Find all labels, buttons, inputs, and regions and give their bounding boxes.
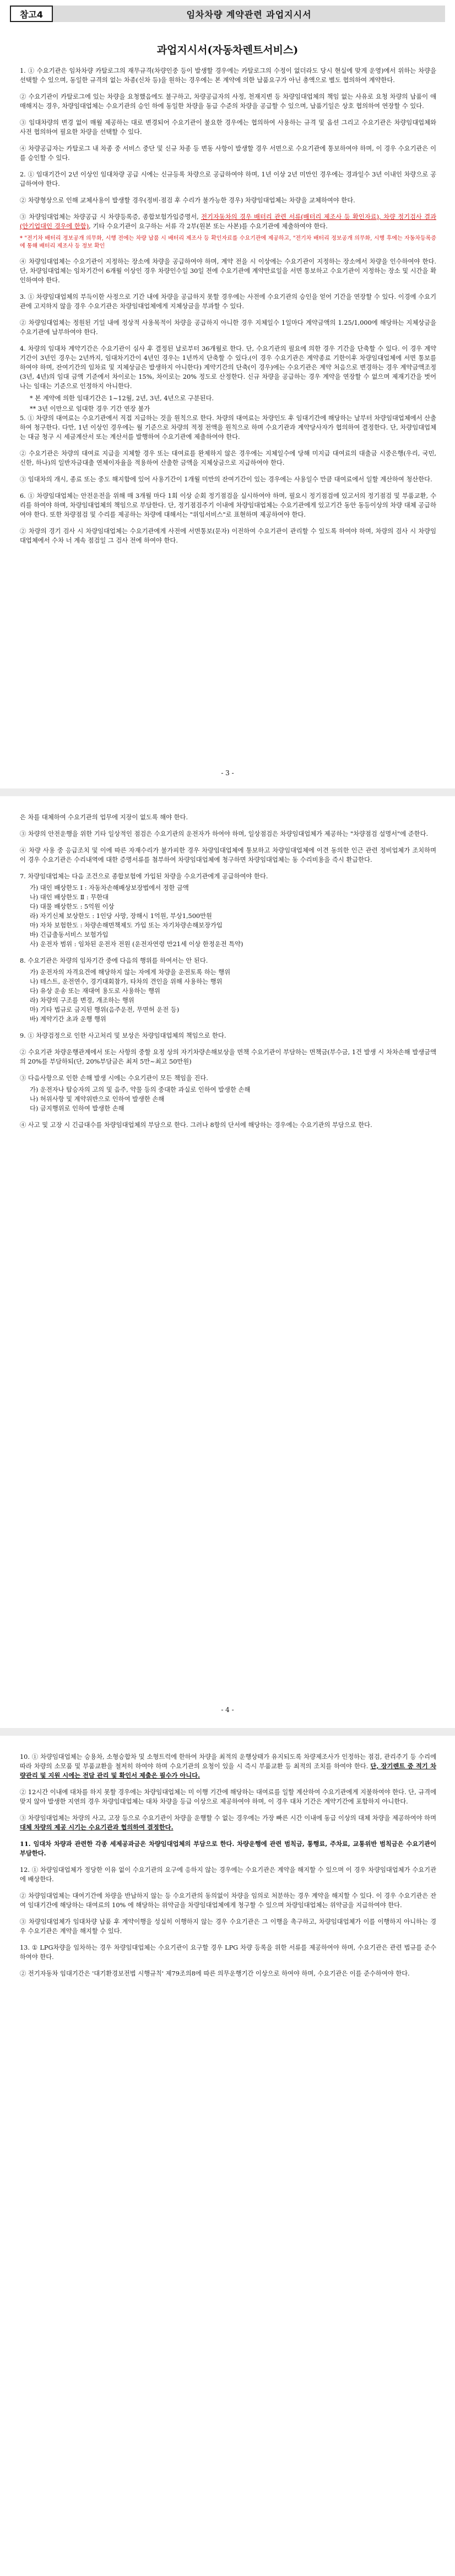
paragraph: ② 차량형상으로 인해 교체사용이 발생할 경우(정비·점검 후 수리가 불가능한 경우) 차량임대업체는 차량을 교체하여야 한다. xyxy=(20,197,355,204)
reference-tag: 참고4 xyxy=(10,6,53,22)
paragraph: 8. 수요기관은 차량의 임차기간 중에 다음의 행위를 하여서는 안 된다. xyxy=(20,957,208,964)
page-3-body xyxy=(20,1752,436,1985)
paragraph: 7. 차량임대업체는 다음 조건으로 종합보험에 가입된 차량을 수요기관에게 공급하여야 한다. xyxy=(20,873,268,880)
paragraph: ③ 임대차의 개시, 종료 또는 중도 해지함에 있어 사용기간이 1개월 미만의 잔여기간이 있는 경우에는 사용일수 만큼 대여료에서 일할 계산하여 청산한다. xyxy=(20,476,432,483)
page-separator xyxy=(0,1728,455,1736)
document-title: 과업지시서(자동차렌트서비스) xyxy=(156,44,299,56)
paragraph-text: , 기타 수요기관이 요구하는 서류 각 2부(원본 또는 사본)를 수요기관에 제출하여야 한다. xyxy=(89,223,328,230)
paragraph-text: ③ 차량임대업체는 차량공급 시 차량등록증, 종합보험가입증명서, xyxy=(20,213,202,221)
list-item: 다) 금지행위로 인하여 발생한 손해 xyxy=(30,1105,124,1112)
list-item: 나) 대인 배상한도 Ⅱ : 무한대 xyxy=(30,894,109,901)
paragraph-text: ③ 차량임대업체는 차량의 사고, 고장 등으로 수요기관이 차량을 운행할 수 없는 경우에는 가장 빠른 시간 이내에 동급 이상의 대체 차량을 제공하여야 하며 xyxy=(20,1815,436,1822)
paragraph: ③ 다음사항으로 인한 손해 발생 시에는 수요기관이 모든 책임을 진다. xyxy=(20,1075,208,1082)
paragraph: 은 차를 대체하여 수요기관의 업무에 지장이 없도록 해야 한다. xyxy=(20,814,188,821)
paragraph: ② 수요기관 차량운행관계에서 또는 사항의 중할 요정 상의 자기차량손해보상을 면책 수요기관이 부담하는 면책금(부수금, 1건 발생 시 차차손해 발생금액의 20%를 부담하되(단, 20%부담금은 최저 5만~최고 50만원) xyxy=(20,1049,436,1065)
paragraph: ③ 차량임대업체가 임대차량 납품 후 계약이행을 성실히 이행하지 않는 경우 수요기관은 그 이행을 촉구하고, 차량임대업체가 이를 이행하지 아니하는 경우 수요기관은 계약을 해지할 수 있다. xyxy=(20,1918,436,1935)
footnote: * "전기차 배터리 정보공개 의무화, 시행 전에는 차량 납품 시 배터리 제조사 등 확인자료를 수요기관에 제공하고, "전기차 배터리 정보공개 의무화, 시행 후에는 자동차등록증에 통해 배터리 제조사 등 정보 확인 xyxy=(20,235,436,249)
list-item: 바) 계약기간 초과 운행 행위 xyxy=(30,1016,106,1023)
paragraph: ④ 차량 사용 중 응급조치 및 이에 따른 자재수리가 불가피한 경우 차량임대업체에 통보하고 차량임대업체에 이견 동의한 인근 관련 정비업체가 조치하며 이 경우 수요기관은 수리내역에 대한 증명서류를 첨부하여 차량임대업체에 청구하면 차량임대업체는 동 수리비용을 즉시 환급한다. xyxy=(20,847,436,863)
paragraph: 13. ① LPG차량을 임차하는 경우 차량임대업체는 수요기관이 요구할 경우 LPG 차량 등록을 위한 서류를 제공하여야 하며, 수요기관은 관련 법규를 준수하여야 한다. xyxy=(20,1944,436,1961)
paragraph: ② 차량임대업체는 대여기간에 차량을 반납하지 않는 등 수요기관의 동의없이 차량을 임의로 처분하는 경우 계약을 해지할 수 있다. 이 경우 수요기관은 잔여 임대기간에 해당하는 대여료의 10% 에 해당하는 위약금을 차량임대업체에게 청구할 수 있으며 차량임대업체는 위약금을 지급하여야 한다. xyxy=(20,1892,436,1909)
list-item: 사) 운전자 범위 : 임차된 운전자 전원 (운전자연령 만21세 이상 한정운전 특약) xyxy=(30,941,243,948)
paragraph: ④ 차량공급자는 카탈로그 내 차종 중 서비스 중단 및 신규 차종 등 변동 사항이 발생할 경우 서면으로 수요기관에 통보하여야 하며, 이 경우 수요기관은 이를 승인할 수 있다. xyxy=(20,145,436,162)
paragraph: ③ 임대차량의 변경 없이 매월 제공하는 대로 변경되어 수요기관이 불요한 경우에는 협의하여 사용하는 규격 및 옵션 그리고 수요기관은 차량임대업체와 사전 협의하여 필요한 차량을 선택할 수 있다. xyxy=(20,119,436,136)
paragraph: 3. ① 차량임대업체의 부득이한 사정으로 기간 내에 차량을 공급하지 못할 경우에는 사전에 수요기관의 승인을 얻어 기간을 연장할 수 있다. 이경에 수요기관에 고지하지 않을 경우 수요기관은 차량임대업체에게 지체상금을 부과할 수 있다. xyxy=(20,293,436,310)
highlighted-text: 전기자동차의 경우 배터리 관련 서류(배터리 제조사 등 확인자료), 차량 정기검사 결과(안기업대인 경우에 한함) xyxy=(20,213,436,230)
list-item: 나) 허위사항 및 계약위반으로 인하여 발생한 손해 xyxy=(30,1096,165,1103)
paragraph: ② 수요기관이 카탈로그에 있는 차량을 요청했음에도 불구하고, 차량공급자의 사정, 천재지변 등 차량임대업체의 책임 없는 사유로 요청 차량의 납품이 애매해지는 경우, 차량임대업체는 수요기관의 승인 하에 동일한 차량을 동급 수준의 차량을 공급할 수 있으며, 납품기일은 상호 협의하여 연장할 수 있다. xyxy=(20,93,436,110)
paragraph: 1. ① 수요기관은 임차차량 카탈로그의 재무규격(차량인중 등이 발생할 경우에는 카탈로그의 수정이 없더라도 당시 현실에 맞게 운영)에서 위하는 차량을 선택할 수 있으며, 동일한 규격의 없는 차종(신차 등)을 원하는 경우에는 본 계약에 의한 납품요구가 아닌 총액으로 별도 협의하여 계약한다. xyxy=(20,67,436,84)
list-item: 가) 대인 배상한도 Ⅰ : 자동차손해배상보장법에서 정한 금액 xyxy=(30,884,189,892)
paragraph: ③ 차량의 안전운행을 위한 기타 일상적인 점검은 수요기관의 운전자가 하여야 하며, 일상점검은 차량임대업체가 제공하는 "차량점검 설명서"에 준한다. xyxy=(20,830,429,838)
paragraph: ② 차량임대업체는 정원된 기일 내에 정상적 사용목적이 차량을 공급하지 아니한 경우 지체일수 1일마다 계약금액의 1.25/1,000에 해당하는 지체상금을 수요기관에 납부하여야 한다. xyxy=(20,319,436,336)
page-separator xyxy=(0,788,455,796)
paragraph: ② 수요기관은 차량의 대여료 지급을 지체할 경우 또는 대여료를 완제하지 않은 경우에는 지체일수에 당해 미지급 대여료의 대출금 시중은행(우리, 국민, 신한, 하나)의 일반자금대출 연체이자율을 적용하여 산출한 금액을 지체상금으로 지급하여야 한다. xyxy=(20,450,436,466)
paragraph-text: 10. ① 차량임대업체는 승용차, 소형승합차 및 소형트럭에 한하여 차량을 최적의 운행상태가 유지되도록 차량제조사가 인정하는 점검, 관리주기 등 수리에 따라 차량의 소모품 및 부품교환을 철저히 하여야 하며 수요기관의 요청이 있을 시 즉시 부품교환 등 최적의 조치를 하여야 한다. xyxy=(20,1753,436,1770)
list-item: 가) 운전자나 탑승자의 고의 및 음주, 약물 등의 중대한 과실로 인하여 발생한 손해 xyxy=(30,1086,251,1093)
prohibited-acts-list xyxy=(30,968,436,1024)
paragraph: 4. 차량의 임대차 계약기간은 수요기관이 심사 후 결정된 날로부터 36개월로 한다. 단, 수요기관의 필요에 의한 경우 기간을 단축할 수 있다. 이 경우 계약기간이 3년인 경우는 2년까지, 임대차기간이 4년인 경우는 1년까지 단축할 수 있다.(이 경우 수요기관은 계약종료 기한이후 차량임대업체에 서면 통보를 하여야 하며, 잔여기간의 임차료 및 지체상금은 발생하지 아니한다) 계약기간의 단축(이 경우)에는 수요기관은 계약 처음으로 변경하는 경우 계약금액조정(3년, 4년)의 임대 금액 기준에서 차이로는 15%, 차이로는 20% 정도로 산정한다. 신규 차량을 공급하는 경우 계약을 연장할 수 없으며 제재기간을 벗어나는 임대는 기준으로 인정하지 아니한다. xyxy=(20,345,436,390)
list-item: 마) 기타 법규로 금지된 행위(음주운전, 무면허 운전 등) xyxy=(30,1006,180,1013)
paragraph-with-underline xyxy=(20,1813,436,1832)
paragraph-with-underline xyxy=(20,1752,436,1780)
paragraph: ② 12시간 이내에 대차를 하지 못할 경우에는 차량임대업체는 미 이행 기간에 해당하는 대여료를 일할 계산하여 수요기관에게 지불하여야 한다. 단, 규격에 맞지 않아 발생한 지연의 경우 차량임대업체는 대차 차량을 등급 이상으로 제공하여야 하며, 이 경우 대차 기간은 계약기간에 포함하지 아니한다. xyxy=(20,1789,436,1805)
paragraph: 6. ① 차량임대업체는 안전운전을 위해 매 3개월 마다 1회 이상 순회 정기점검을 실시하여야 하며, 필요시 정기점검에 있고서의 정기점검 및 부품교환, 수리를 하여야 하며, 차량임대업체의 책임으로 부담한다. 단, 정기점검주기 이내에 차량임대업체는 수요기관에게 있고기간 동안 동등이상의 차량 대체 공급하여야 한다. 또한 차량점검 및 수리를 제공하는 차량에 대해서는 "위임서비스"로 표현하며 제공하여야 한다. xyxy=(20,492,436,518)
page-1 xyxy=(0,0,455,788)
list-item: 다) 대물 배상한도 : 5억원 이상 xyxy=(30,903,115,910)
list-item: 라) 자기신체 보상한도 : 1인당 사망, 장해시 1억원, 부상1,500만원 xyxy=(30,913,212,920)
list-item: 다) 유상 운송 또는 재대여 용도로 사용하는 행위 xyxy=(30,988,160,995)
liability-list xyxy=(30,1085,436,1113)
paragraph: ② 차량의 경기 검사 시 차량임대업체는 수요기관에게 사전에 서면통보(문자) 이전하여 수요기관이 관리할 수 있도록 하여야 하며, 차량의 검사 시 차량임대업체에서 수차 너 계속 점검일 그 검사 전에 하여야 한다. xyxy=(20,528,436,544)
list-item: 바) 긴급출동서비스 보험가입 xyxy=(30,931,109,938)
note-line: * 본 계약에 의한 임대기간은 1~12월, 2년, 3년, 4년으로 구분된다. xyxy=(30,395,214,402)
page-3 xyxy=(0,1736,455,2576)
list-item: 마) 자차 보험한도 : 차량손해면책제도 가입 또는 자기차량손해보장가입 xyxy=(30,922,223,929)
insurance-list xyxy=(30,883,436,949)
list-item: 가) 운전자의 자격요건에 해당하지 않는 자에게 차량을 운전토록 하는 행위 xyxy=(30,969,231,976)
header-title: 임차차량 계약관련 과업지시서 xyxy=(53,6,445,22)
paragraph: ④ 차량임대업체는 수요기관이 지정하는 장소에 차량을 공급하여야 하며, 계약 전을 시 이상에는 수요기관이 지정하는 장소에서 차량을 인수하여야 한다. 단, 차량임대업체는 임차기간이 6개월 이상인 경우 차량인수일 30일 전에 수요기관에 계약만료일을 서면 통보하고 수요기관이 지정하는 장소 및 시간을 확인하여야 한다. xyxy=(20,258,436,284)
underlined-text: 대체 차량의 제공 시기는 수요기관과 협의하여 결정한다. xyxy=(20,1823,174,1831)
note-line: ** 3년 이만으로 임대한 경우 기간 연장 불가 xyxy=(30,405,150,412)
paragraph: 11. 임대차 차량과 관련한 각종 세제공과금은 차량임대업체의 부담으로 한다. 차량운행에 관련 범칙금, 통행료, 주차료, 교통위반 범칙금은 수요기관이 부담한다. xyxy=(20,1840,436,1857)
page-1-body xyxy=(20,66,436,552)
paragraph: ② 전기자동차 임대기간은 '대기환경보전법 시행규칙' 제79조의8에 따른 의무운행기간 이상으로 하여야 하며, 수요기관은 이를 준수하여야 한다. xyxy=(20,1970,410,1977)
page-number: - 3 - xyxy=(221,769,234,777)
underlined-text: 단, 장기렌트 중 적기 차량관리 및 지원 시에는 전담 관리 및 확인서 제출은 필수가 아니다. xyxy=(20,1762,436,1779)
document-header xyxy=(10,6,445,22)
page-2-body xyxy=(20,813,436,1137)
paragraph: 5. ① 차량의 대여료는 수요기관에서 직접 지급하는 것을 원칙으로 한다. 차량의 대여료는 차량인도 후 임대기간에 해당하는 날부터 차량임대업체에서 산출하여 청구한다. 다만, 1년 이상인 경우에는 월 기준으로 차량의 적정 전액을 원칙으로 하며 수요기관과 계약당사자가 협의하여 결정한다. 단, 차량임대업체는 대금 청구 시 세금계산서 또는 계산서를 발행하여 수요기관에 제출하여야 한다. xyxy=(20,415,436,441)
paragraph: ④ 사고 및 고장 시 긴급대수를 차량임대업체의 부담으로 한다. 그러나 8항의 단서에 해당하는 경우에는 수요기관의 부담으로 한다. xyxy=(20,1121,372,1129)
list-item: 나) 테스트, 운전연수, 경기대회참가, 타차의 견인을 위해 사용하는 행위 xyxy=(30,978,223,985)
page-number: - 4 - xyxy=(221,1706,234,1714)
page-2 xyxy=(0,796,455,1728)
list-item: 라) 차량의 구조를 변경, 개조하는 행위 xyxy=(30,997,134,1004)
paragraph: 9. ① 차량검정으로 인한 사고처리 및 보상은 차량임대업체의 책임으로 한다. xyxy=(20,1032,226,1039)
paragraph: 12. ① 차량임대업체가 정당한 이유 없이 수요기관의 요구에 응하지 않는 경우에는 수요기관은 계약을 해지할 수 있으며 이 경우 차량임대업체가 수요기관에 배상한다. xyxy=(20,1866,436,1883)
paragraph: 2. ① 임대기간이 2년 이상인 임대차량 공급 시에는 신규등록 차량으로 공급하여야 하며, 1년 이상 2년 미만인 경우에는 경과일수 3년 이내인 차량으로 공급하여야 한다. xyxy=(20,171,436,187)
paragraph-with-highlight xyxy=(20,212,436,231)
